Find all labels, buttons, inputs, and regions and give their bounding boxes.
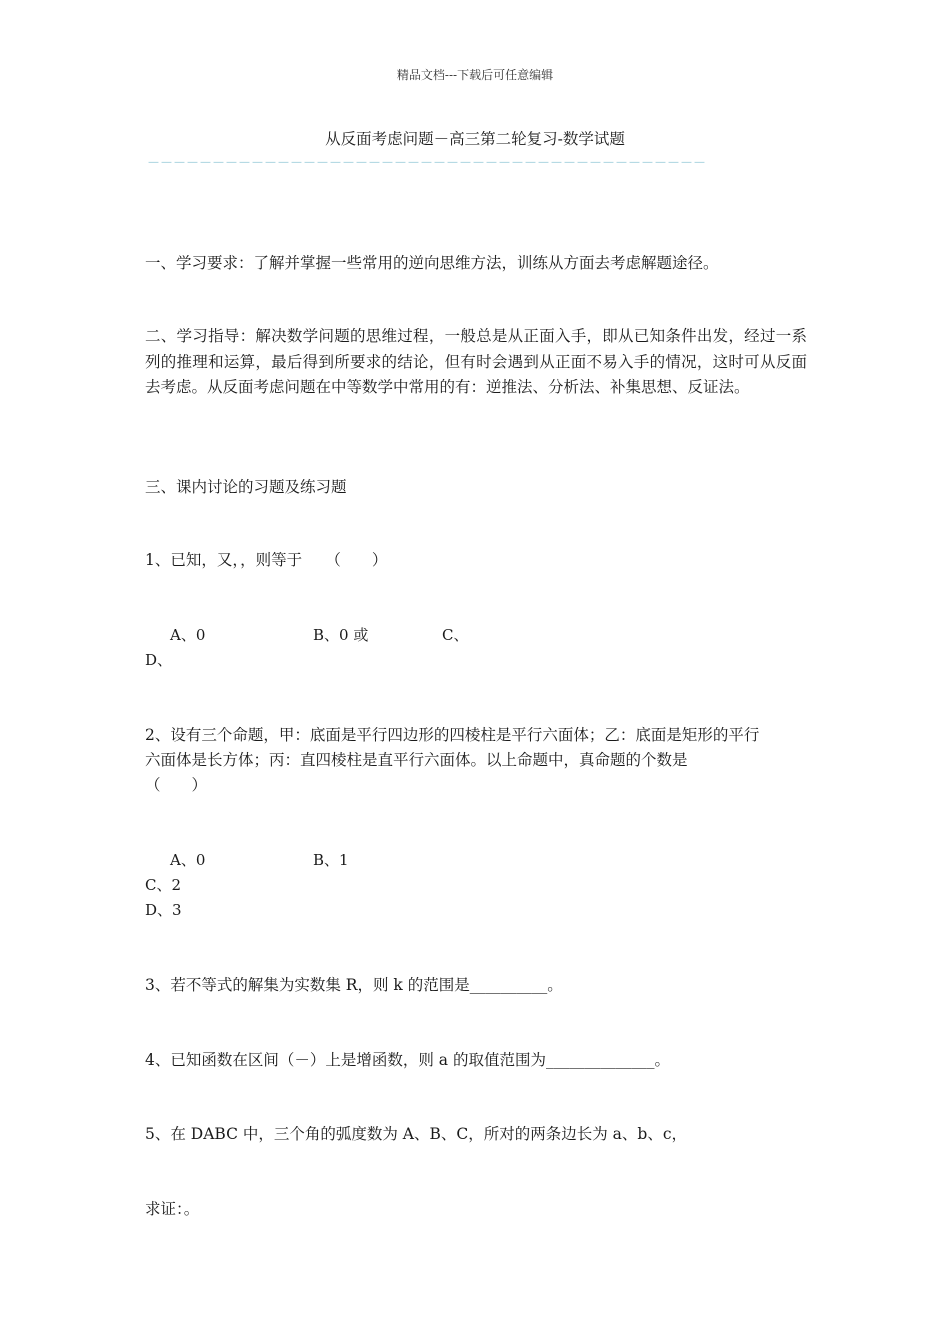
- question-1-option-d: D、: [145, 651, 173, 669]
- question-4: 4、已知函数在区间（－）上是增函数，则 a 的取值范围为______________。: [145, 1051, 670, 1069]
- question-2-option-b: B、1: [313, 851, 349, 869]
- question-2-option-a: A、0: [170, 851, 206, 869]
- question-2-stem-line-3: （ ）: [145, 776, 208, 794]
- question-1-option-b: B、0 或: [313, 626, 369, 644]
- question-2-stem-line-1: 2、设有三个命题，甲：底面是平行四边形的四棱柱是平行六面体；乙：底面是矩形的平行: [145, 726, 760, 744]
- page-header: 精品文档---下载后可任意编辑: [396, 68, 554, 82]
- question-5: 5、在 DABC 中，三个角的弧度数为 A、B、C，所对的两条边长为 a、b、c，: [145, 1125, 688, 1143]
- section-exercises-heading: 三、课内讨论的习题及练习题: [145, 478, 347, 496]
- section-learning-guidance: 二、学习指导：解决数学问题的思维过程，一般总是从正面入手，即从已知条件出发，经过一系列的推理和运算，最后得到所要求的结论，但有时会遇到从正面不易入手的情况，这时可从反面去考虑。从反面考虑问题在中等数学中常用的有：逆推法、分析法、补集思想、反证法。: [145, 327, 807, 396]
- document-title: 从反面考虑问题－高三第二轮复习-数学试题: [325, 130, 625, 148]
- question-2-option-c: C、2: [145, 876, 182, 894]
- question-5-proof: 求证：。: [145, 1200, 200, 1218]
- question-1-option-a: A、0: [170, 626, 206, 644]
- question-2-stem-line-2: 六面体是长方体；丙：直四棱柱是直平行六面体。以上命题中，真命题的个数是: [145, 751, 688, 769]
- question-1-stem: 1、已知，又，，则等于 （ ）: [145, 551, 388, 569]
- question-1-option-c: C、: [442, 626, 469, 644]
- question-3: 3、若不等式的解集为实数集 R，则 k 的范围是__________。: [145, 976, 563, 994]
- question-2-option-d: D、3: [145, 901, 182, 919]
- section-learning-requirements: 一、学习要求：了解并掌握一些常用的逆向思维方法，训练从方面去考虑解题途径。: [145, 254, 719, 272]
- title-divider: －－－－－－－－－－－－－－－－－－－－－－－－－－－－－－－－－－－－－－－－－－－: [147, 156, 707, 166]
